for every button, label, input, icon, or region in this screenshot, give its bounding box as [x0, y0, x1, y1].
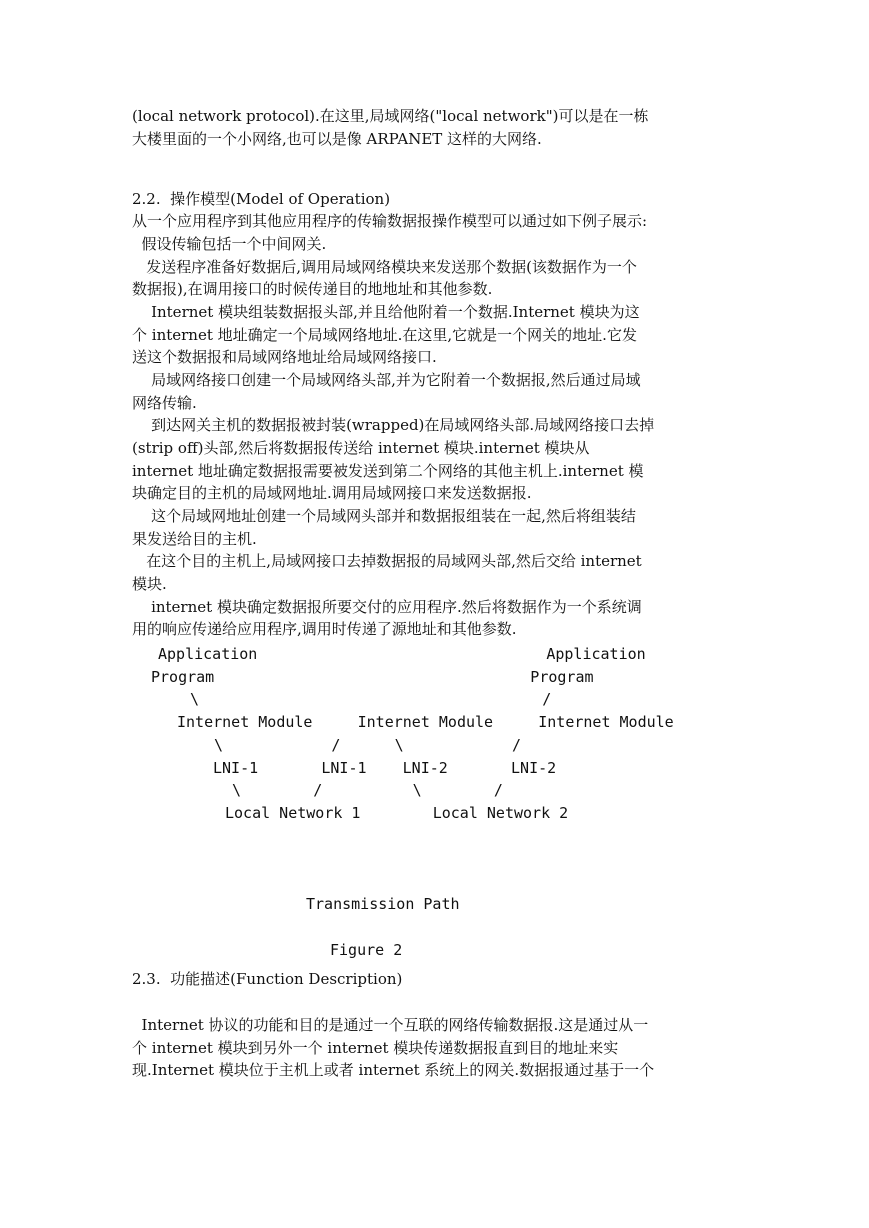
paragraph-line: internet 地址确定数据报需要被发送到第二个网络的其他主机上.internet 模	[132, 462, 644, 480]
intro-line: (local network protocol).在这里,局域网络("local network")可以是在一栋	[132, 107, 649, 125]
figure-line-application: Application Application	[158, 645, 646, 663]
figure-line-connectors: \ / \ /	[214, 736, 522, 754]
paragraph-line: 现.Internet 模块位于主机上或者 internet 系统上的网关.数据报通过基于一个	[132, 1061, 655, 1079]
figure-caption: Figure 2	[330, 941, 403, 959]
section-heading: 2.2. 操作模型(Model of Operation)	[132, 190, 391, 208]
paragraph-line: 数据报),在调用接口的时候传递目的地地址和其他参数.	[132, 280, 493, 298]
paragraph-line: 用的响应传递给应用程序,调用时传递了源地址和其他参数.	[132, 620, 517, 638]
paragraph-line: Internet 协议的功能和目的是通过一个互联的网络传输数据报.这是通过从一	[132, 1016, 649, 1034]
figure-path-label: Transmission Path	[306, 895, 460, 913]
paragraph-line: 发送程序准备好数据后,调用局域网络模块来发送那个数据(该数据作为一个	[132, 258, 637, 276]
paragraph-line: 送这个数据报和局域网络地址给局域网络接口.	[132, 348, 437, 366]
figure-line-lni: LNI-1 LNI-1 LNI-2 LNI-2	[213, 759, 557, 777]
figure-line-connectors: \ / \ /	[232, 781, 503, 799]
figure-line-program: Program Program	[151, 668, 594, 686]
paragraph-line: 在这个目的主机上,局域网接口去掉数据报的局域网头部,然后交给 internet	[132, 552, 642, 570]
paragraph-line: Internet 模块组装数据报头部,并且给他附着一个数据.Internet 模块为这	[132, 303, 640, 321]
paragraph-line: 假设传输包括一个中间网关.	[132, 235, 327, 253]
paragraph-line: 到达网关主机的数据报被封装(wrapped)在局域网络头部.局域网络接口去掉	[132, 416, 655, 434]
paragraph-line: 个 internet 地址确定一个局域网络地址.在这里,它就是一个网关的地址.它发	[132, 326, 637, 344]
paragraph-line: 这个局域网地址创建一个局域网头部并和数据报组装在一起,然后将组装结	[132, 507, 636, 525]
figure-line-networks: Local Network 1 Local Network 2	[225, 804, 569, 822]
paragraph-line: 块确定目的主机的局域网地址.调用局域网接口来发送数据报.	[132, 484, 532, 502]
paragraph-line: internet 模块确定数据报所要交付的应用程序.然后将数据作为一个系统调	[132, 598, 642, 616]
paragraph-line: 个 internet 模块到另外一个 internet 模块传递数据报直到目的地址来实	[132, 1039, 619, 1057]
paragraph-line: 局域网络接口创建一个局域网络头部,并为它附着一个数据报,然后通过局域	[132, 371, 641, 389]
paragraph-line: 网络传输.	[132, 394, 197, 412]
figure-line-modules: Internet Module Internet Module Internet Module	[177, 713, 674, 731]
paragraph-line: (strip off)头部,然后将数据报传送给 internet 模块.internet 模块从	[132, 439, 590, 457]
figure-line-connectors: \ /	[190, 690, 552, 708]
section-heading: 2.3. 功能描述(Function Description)	[132, 970, 403, 988]
paragraph-line: 模块.	[132, 575, 167, 593]
paragraph-line: 果发送给目的主机.	[132, 530, 257, 548]
paragraph-line: 从一个应用程序到其他应用程序的传输数据报操作模型可以通过如下例子展示:	[132, 212, 648, 230]
intro-line: 大楼里面的一个小网络,也可以是像 ARPANET 这样的大网络.	[132, 130, 542, 148]
